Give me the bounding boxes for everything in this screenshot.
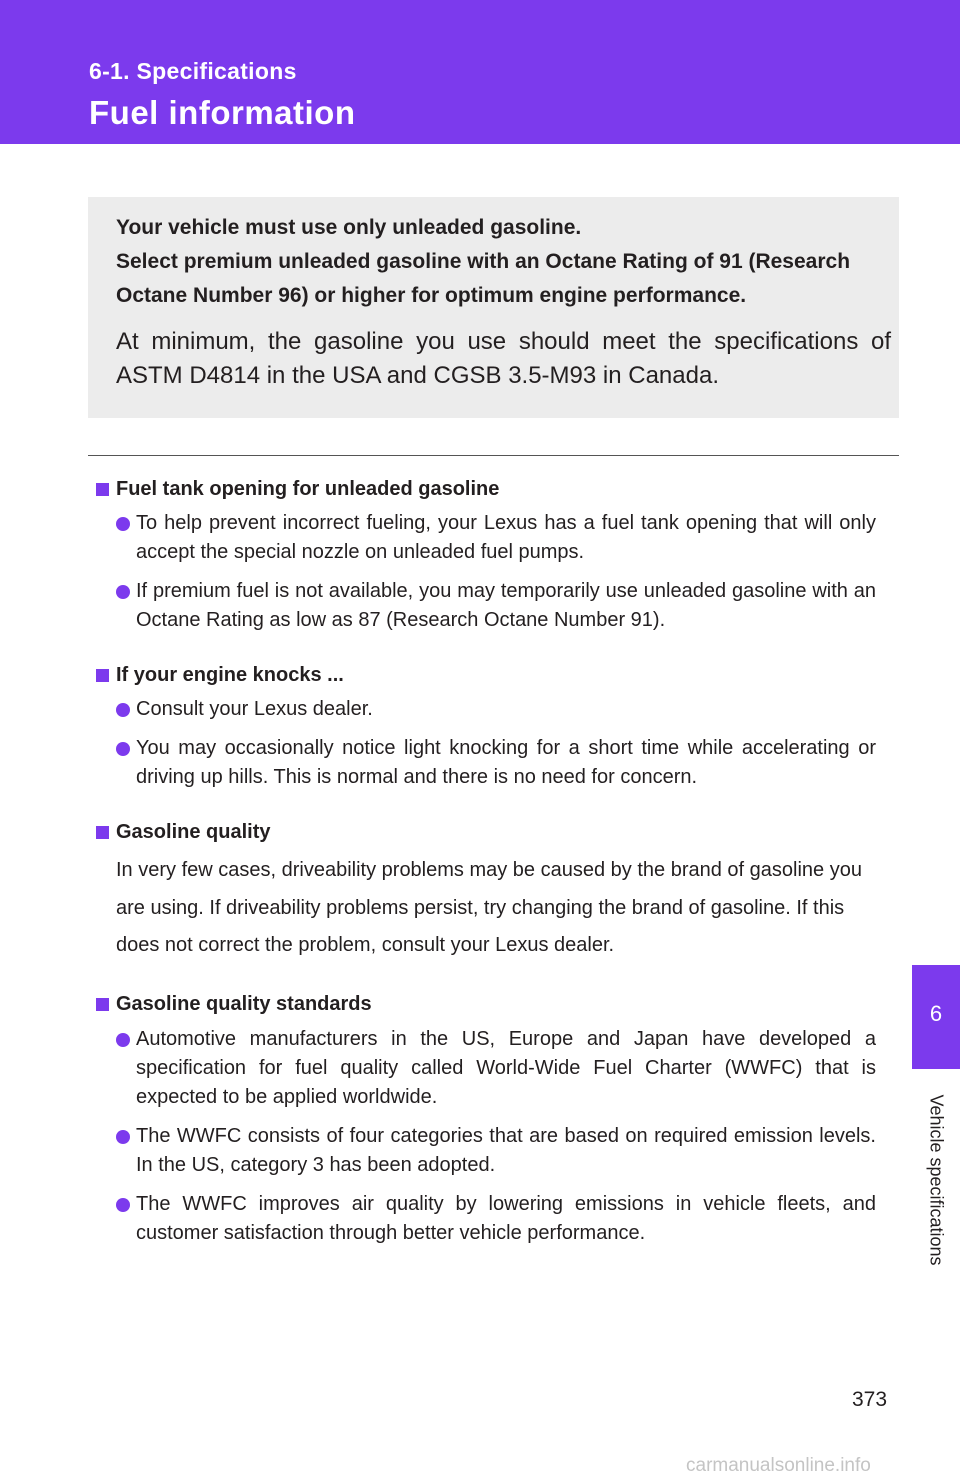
list-item bbox=[96, 1190, 876, 1248]
square-bullet-icon bbox=[96, 669, 109, 682]
section-heading-text: Fuel tank opening for unleaded gasoline bbox=[116, 477, 500, 500]
square-bullet-icon bbox=[96, 483, 109, 496]
square-bullet-icon bbox=[96, 826, 109, 839]
section-heading bbox=[96, 991, 876, 1019]
content bbox=[96, 475, 876, 1274]
round-bullet-icon bbox=[116, 1198, 130, 1212]
section-heading-text: Gasoline quality bbox=[116, 820, 271, 843]
list-item-text: The WWFC consists of four categories that are based on required emission levels. In the US, category 3 has been adopted. bbox=[136, 1124, 876, 1176]
list-item bbox=[96, 509, 876, 567]
list-item bbox=[96, 695, 876, 724]
list-item bbox=[96, 1025, 876, 1112]
list-item-text: To help prevent incorrect fueling, your Lexus has a fuel tank opening that will only accept the special nozzle on unleaded fuel pumps. bbox=[136, 512, 876, 563]
divider bbox=[88, 455, 899, 456]
section-paragraph: In very few cases, driveability problems may be caused by the brand of gasoline you are using. If driveability problems persist, try changing the brand of gasoline. If this does not correct the problem, consult your Lexus dealer. bbox=[116, 859, 862, 956]
round-bullet-icon bbox=[116, 1033, 130, 1047]
section-label: 6-1. Specifications bbox=[89, 58, 297, 84]
round-bullet-icon bbox=[116, 703, 130, 717]
section-heading bbox=[96, 661, 876, 689]
round-bullet-icon bbox=[116, 517, 130, 531]
page-number: 373 bbox=[852, 1388, 888, 1411]
list-item-text: If premium fuel is not available, you may temporarily use unleaded gasoline with an Octane Rating as low as 87 (Research Octane Number 91). bbox=[136, 580, 876, 631]
intro-text: At minimum, the gasoline you use should meet the specifications of ASTM D4814 in the USA and CGSB 3.5-M93 in Canada. bbox=[116, 328, 891, 389]
round-bullet-icon bbox=[116, 742, 130, 756]
section-engine-knocks bbox=[96, 661, 876, 792]
section-fuel-tank-opening bbox=[96, 475, 876, 635]
chapter-label-text: Vehicle specifications bbox=[926, 1094, 947, 1266]
intro-bold-line: Select premium unleaded gasoline with an Octane Rating of 91 (Research Octane Number 96) or higher for optimum engine performance. bbox=[116, 250, 851, 307]
list-item-text: You may occasionally notice light knocking for a short time while accelerating or driving up hills. This is normal and there is no need for concern. bbox=[136, 737, 876, 788]
intro-box bbox=[88, 197, 899, 418]
section-quality-standards bbox=[96, 991, 876, 1248]
section-gasoline-quality bbox=[96, 818, 876, 965]
round-bullet-icon bbox=[116, 585, 130, 599]
square-bullet-icon bbox=[96, 998, 109, 1011]
watermark: carmanualsonline.info bbox=[686, 1455, 871, 1476]
list-item bbox=[96, 734, 876, 792]
list-item bbox=[96, 1122, 876, 1180]
section-heading-text: Gasoline quality standards bbox=[116, 993, 372, 1015]
intro-bold-line: Your vehicle must use only unleaded gasoline. bbox=[116, 216, 582, 239]
page-header bbox=[0, 0, 960, 144]
chapter-tab[interactable]: 6 bbox=[912, 965, 960, 1069]
section-heading bbox=[96, 475, 876, 503]
page-title: Fuel information bbox=[89, 94, 356, 131]
list-item-text: Consult your Lexus dealer. bbox=[136, 698, 373, 720]
round-bullet-icon bbox=[116, 1130, 130, 1144]
list-item-text: The WWFC improves air quality by lowering emissions in vehicle fleets, and customer satisfaction through better vehicle performance. bbox=[136, 1192, 876, 1244]
list-item bbox=[96, 577, 876, 635]
section-heading bbox=[96, 818, 876, 846]
section-heading-text: If your engine knocks ... bbox=[116, 663, 344, 686]
list-item-text: Automotive manufacturers in the US, Europe and Japan have developed a specification for fuel quality called World-Wide Fuel Charter (WWFC) that is expected to be applied worldwide. bbox=[136, 1027, 876, 1108]
